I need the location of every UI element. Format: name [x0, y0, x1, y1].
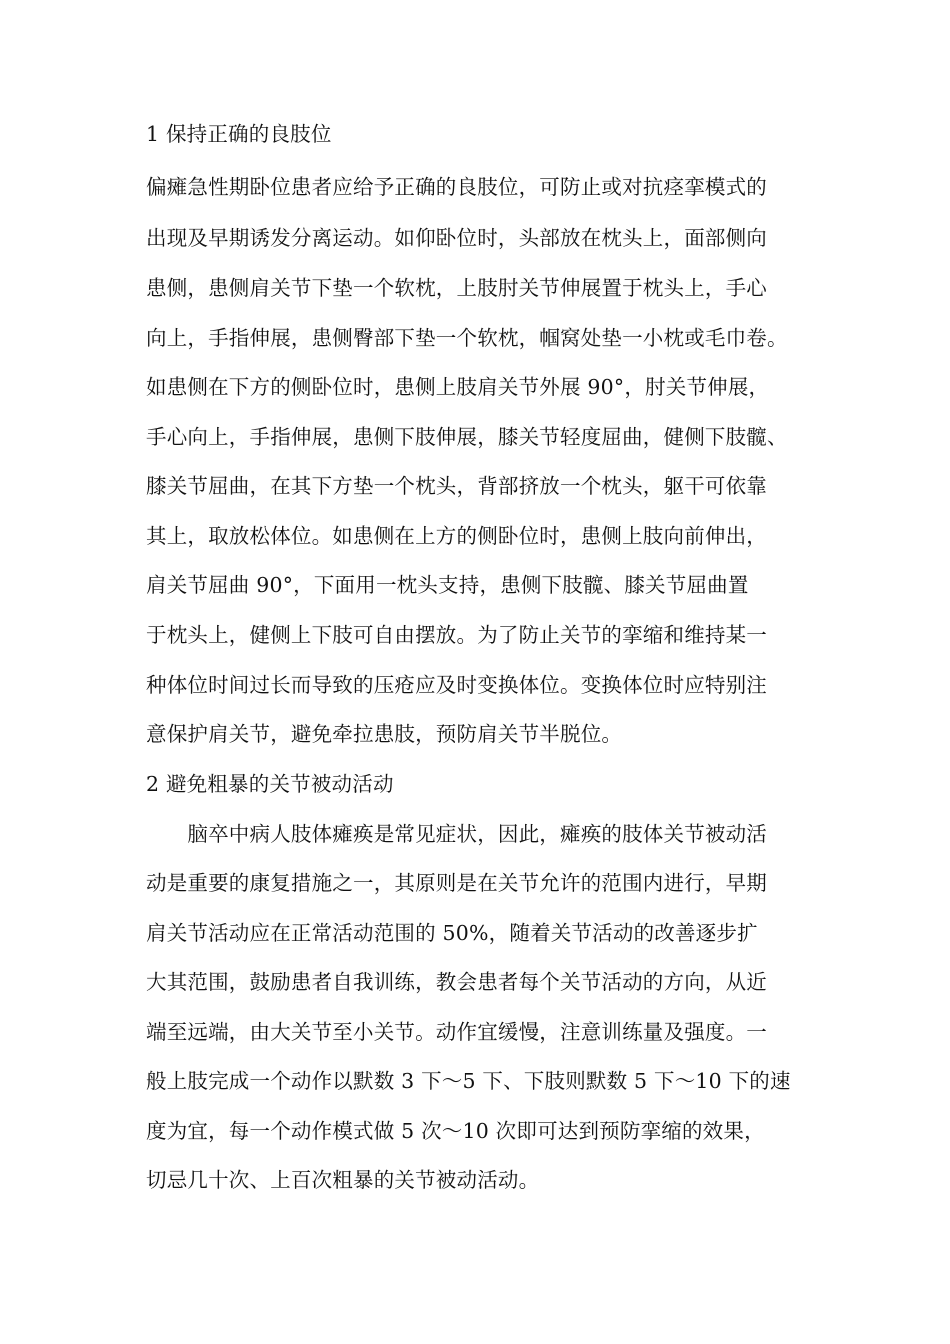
section-2-line: 般上肢完成一个动作以默数 3 下～5 下、下肢则默数 5 下～10 下的速 [146, 1069, 791, 1093]
section-2-line: 脑卒中病人肢体瘫痪是常见症状，因此，瘫痪的肢体关节被动活 [146, 822, 767, 846]
section-1-heading: 1 保持正确的良肢位 [146, 122, 332, 146]
section-2-line: 度为宜，每一个动作模式做 5 次～10 次即可达到预防挛缩的效果， [146, 1119, 765, 1143]
section-1-line: 如患侧在下方的侧卧位时，患侧上肢肩关节外展 90°，肘关节伸展， [146, 375, 770, 399]
section-1-line: 出现及早期诱发分离运动。如仰卧位时，头部放在枕头上，面部侧向 [146, 226, 767, 250]
section-2-line: 大其范围，鼓励患者自我训练，教会患者每个关节活动的方向，从近 [146, 970, 767, 994]
section-1-line: 种体位时间过长而导致的压疮应及时变换体位。变换体位时应特别注 [146, 673, 767, 697]
section-1-line: 手心向上，手指伸展，患侧下肢伸展，膝关节轻度屈曲，健侧下肢髋、 [146, 425, 788, 449]
section-1-line: 其上，取放松体位。如患侧在上方的侧卧位时，患侧上肢向前伸出， [146, 524, 767, 548]
section-1-line: 膝关节屈曲，在其下方垫一个枕头，背部挤放一个枕头，躯干可依靠 [146, 474, 767, 498]
section-2-line: 端至远端，由大关节至小关节。动作宜缓慢，注意训练量及强度。一 [146, 1020, 767, 1044]
section-1-line: 意保护肩关节，避免牵拉患肢，预防肩关节半脱位。 [146, 722, 623, 746]
section-2-line: 切忌几十次、上百次粗暴的关节被动活动。 [146, 1168, 540, 1192]
section-1-line: 肩关节屈曲 90°，下面用一枕头支持，患侧下肢髋、膝关节屈曲置 [146, 573, 749, 597]
section-2-line: 肩关节活动应在正常活动范围的 50%，随着关节活动的改善逐步扩 [146, 921, 758, 945]
section-1-line: 向上，手指伸展，患侧臀部下垫一个软枕，帼窝处垫一小枕或毛巾卷。 [146, 326, 788, 350]
section-1-line: 患侧，患侧肩关节下垫一个软枕，上肢肘关节伸展置于枕头上，手心 [146, 276, 767, 300]
section-2-line: 动是重要的康复措施之一，其原则是在关节允许的范围内进行，早期 [146, 871, 767, 895]
section-1-line: 偏瘫急性期卧位患者应给予正确的良肢位，可防止或对抗痉挛模式的 [146, 175, 767, 199]
section-2-heading: 2 避免粗暴的关节被动活动 [146, 772, 394, 796]
section-1-line: 于枕头上，健侧上下肢可自由摆放。为了防止关节的挛缩和维持某一 [146, 623, 767, 647]
